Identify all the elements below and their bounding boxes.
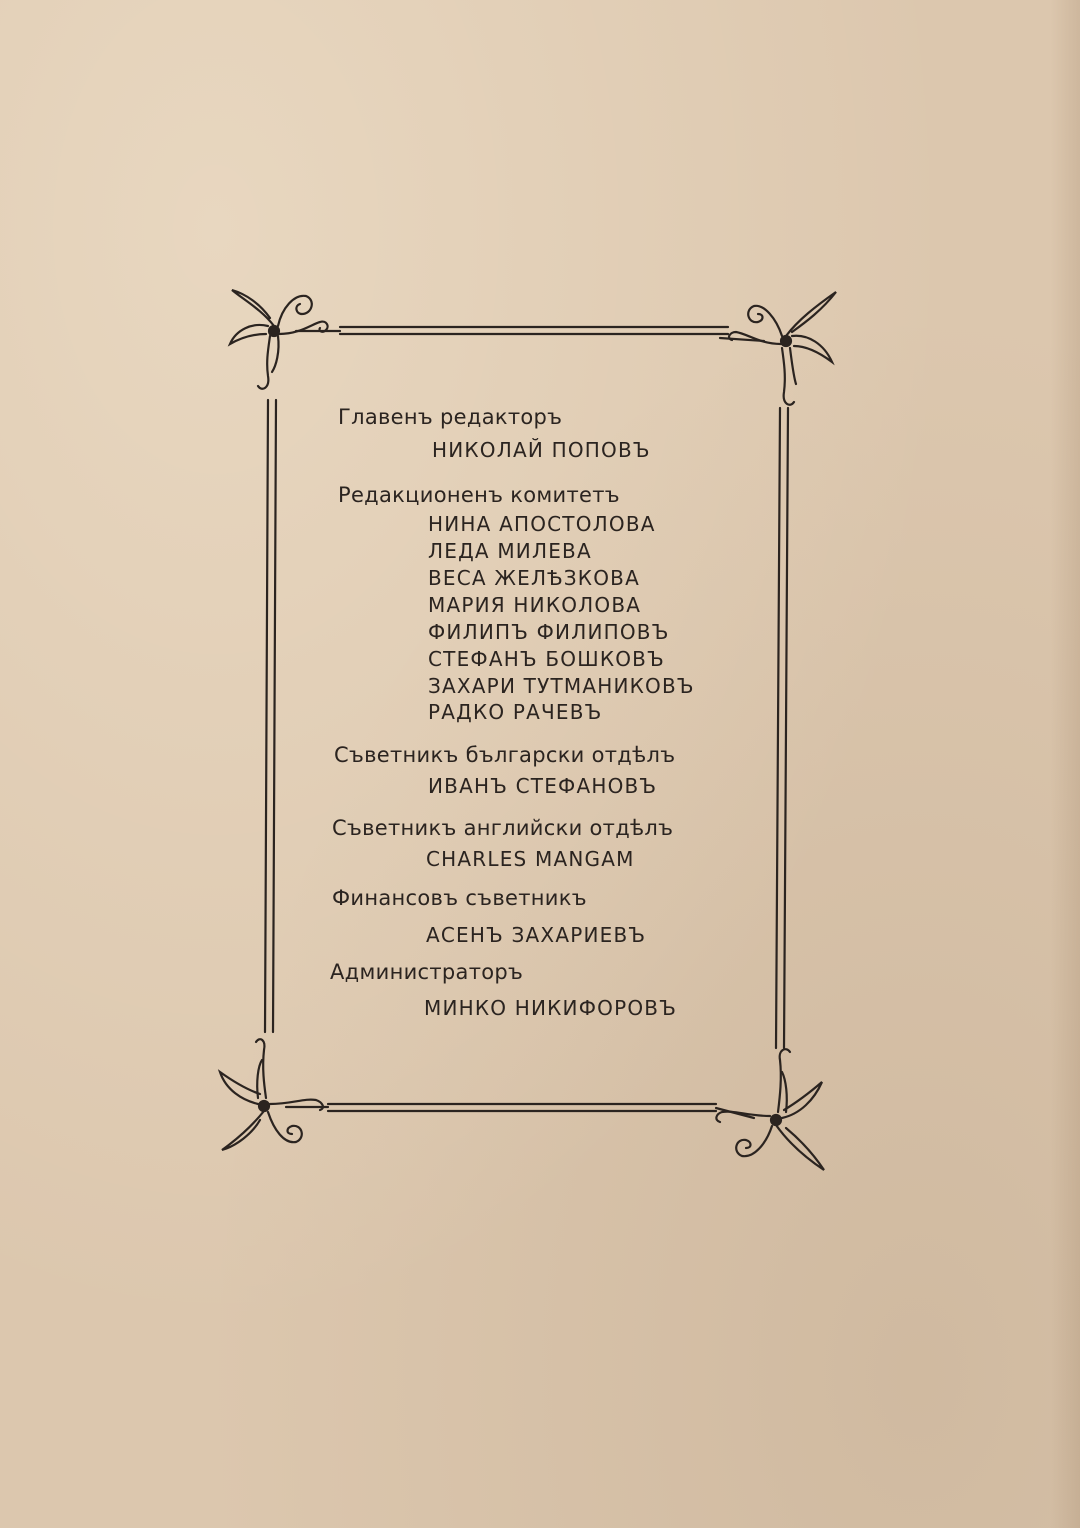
name-english-advisor: CHARLES MANGAM (426, 847, 635, 871)
name-bulgarian-advisor: ИВАНЪ СТЕФАНОВЪ (428, 774, 658, 798)
role-administrator: Администраторъ (330, 960, 524, 984)
name-editor-in-chief: НИКОЛАЙ ПОПОВЪ (432, 438, 651, 462)
committee-member: РАДКО РАЧЕВЪ (428, 700, 603, 724)
role-financial-advisor: Финансовъ съветникъ (332, 886, 587, 910)
committee-member: ЛЕДА МИЛЕВА (428, 539, 592, 563)
role-editorial-committee: Редакционенъ комитетъ (338, 483, 620, 507)
role-english-advisor: Съветникъ английски отдѣлъ (332, 816, 674, 840)
name-financial-advisor: АСЕНЪ ЗАХАРИЕВЪ (426, 923, 647, 947)
committee-member: МАРИЯ НИКОЛОВА (428, 593, 642, 617)
committee-member: СТЕФАНЪ БОШКОВЪ (428, 647, 665, 671)
role-bulgarian-advisor: Съветникъ български отдѣлъ (334, 743, 676, 767)
role-editor-in-chief: Главенъ редакторъ (338, 405, 563, 429)
name-administrator: МИНКО НИКИФОРОВЪ (424, 996, 678, 1020)
committee-member: НИНА АПОСТОЛОВА (428, 512, 656, 536)
committee-member: ФИЛИПЪ ФИЛИПОВЪ (428, 620, 670, 644)
committee-member: ЗАХАРИ ТУТМАНИКОВЪ (428, 674, 695, 698)
committee-member: ВЕСА ЖЕЛѢЗКОВА (428, 566, 640, 590)
